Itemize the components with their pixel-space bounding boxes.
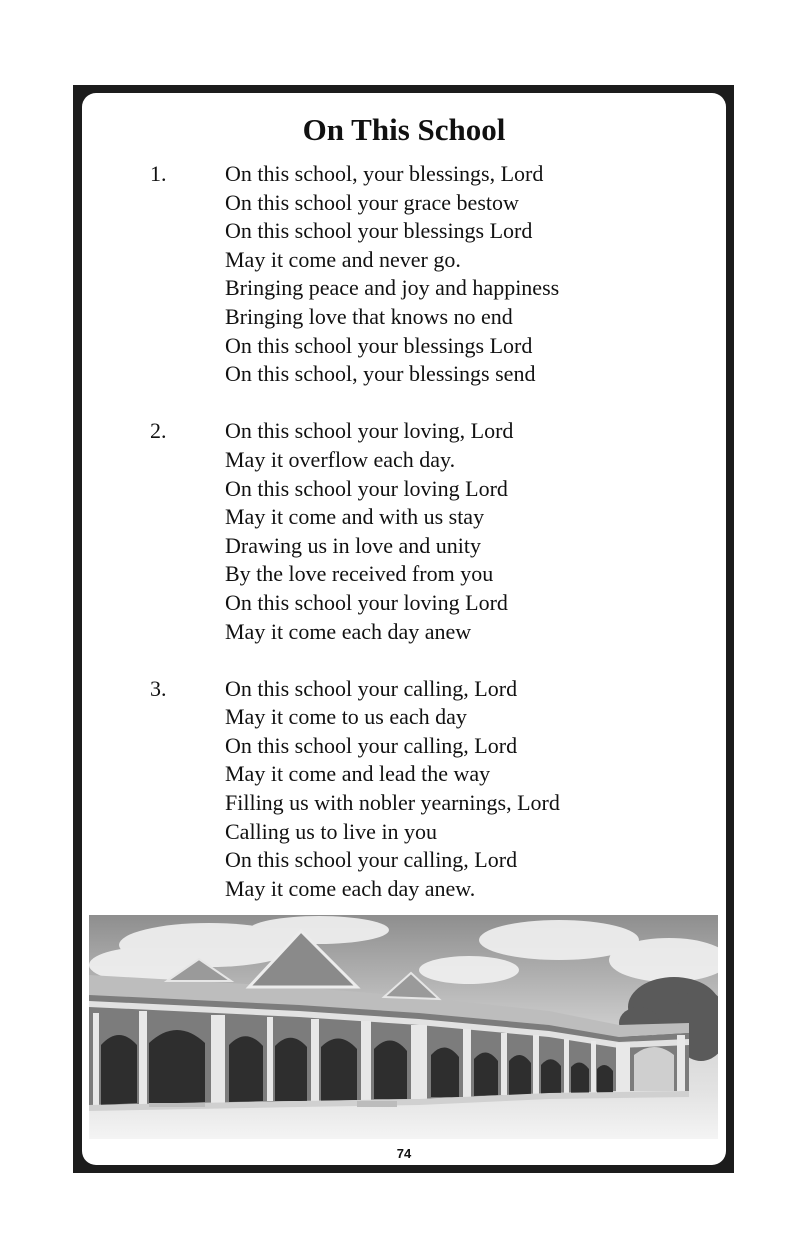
verse-line: On this school your loving, Lord — [225, 418, 514, 444]
verse — [150, 160, 710, 389]
verse-line: May it overflow each day. — [225, 446, 456, 472]
verse-line: Calling us to live in you — [225, 818, 438, 844]
verse-line: May it come and with us stay — [225, 504, 485, 530]
verse-line: Drawing us in love and unity — [225, 532, 482, 558]
verse-number: 3. — [150, 675, 167, 701]
verse-line: On this school your blessings Lord — [225, 218, 533, 244]
verse-line: On this school your calling, Lord — [225, 675, 518, 701]
verse-line: By the love received from you — [225, 561, 494, 587]
verse-line: On this school your calling, Lord — [225, 847, 518, 873]
verse-line: On this school your loving Lord — [225, 589, 508, 615]
verse-number: 1. — [150, 161, 167, 186]
school-building-photo — [89, 915, 718, 1139]
verse-line: May it come to us each day — [225, 704, 467, 730]
verse-line: On this school your loving Lord — [225, 475, 508, 501]
verse-line: Bringing peace and joy and happiness — [225, 275, 560, 301]
verse-line: On this school your calling, Lord — [225, 732, 518, 758]
hymn-verses — [150, 160, 710, 932]
page-title: On This School — [302, 112, 506, 147]
verse-line: On this school, your blessings send — [225, 361, 536, 387]
verse-line: May it come each day anew — [225, 618, 472, 644]
verse-line: On this school, your blessings, Lord — [225, 161, 544, 186]
verse-line: Bringing love that knows no end — [225, 303, 513, 329]
verse-lines — [225, 675, 710, 904]
verse-line: May it come and lead the way — [225, 761, 491, 787]
verse — [150, 675, 710, 904]
verse-line: On this school your blessings Lord — [225, 332, 533, 358]
verse-line: Filling us with nobler yearnings, Lord — [225, 790, 560, 816]
page-number: 74 — [396, 1146, 412, 1161]
verse — [150, 417, 710, 646]
verse-line: On this school your grace bestow — [225, 189, 519, 215]
verse-lines — [225, 160, 710, 389]
verse-line: May it come each day anew. — [225, 875, 476, 901]
verse-line: May it come and never go. — [225, 246, 461, 272]
verse-lines — [225, 417, 710, 646]
verse-number: 2. — [150, 418, 167, 444]
